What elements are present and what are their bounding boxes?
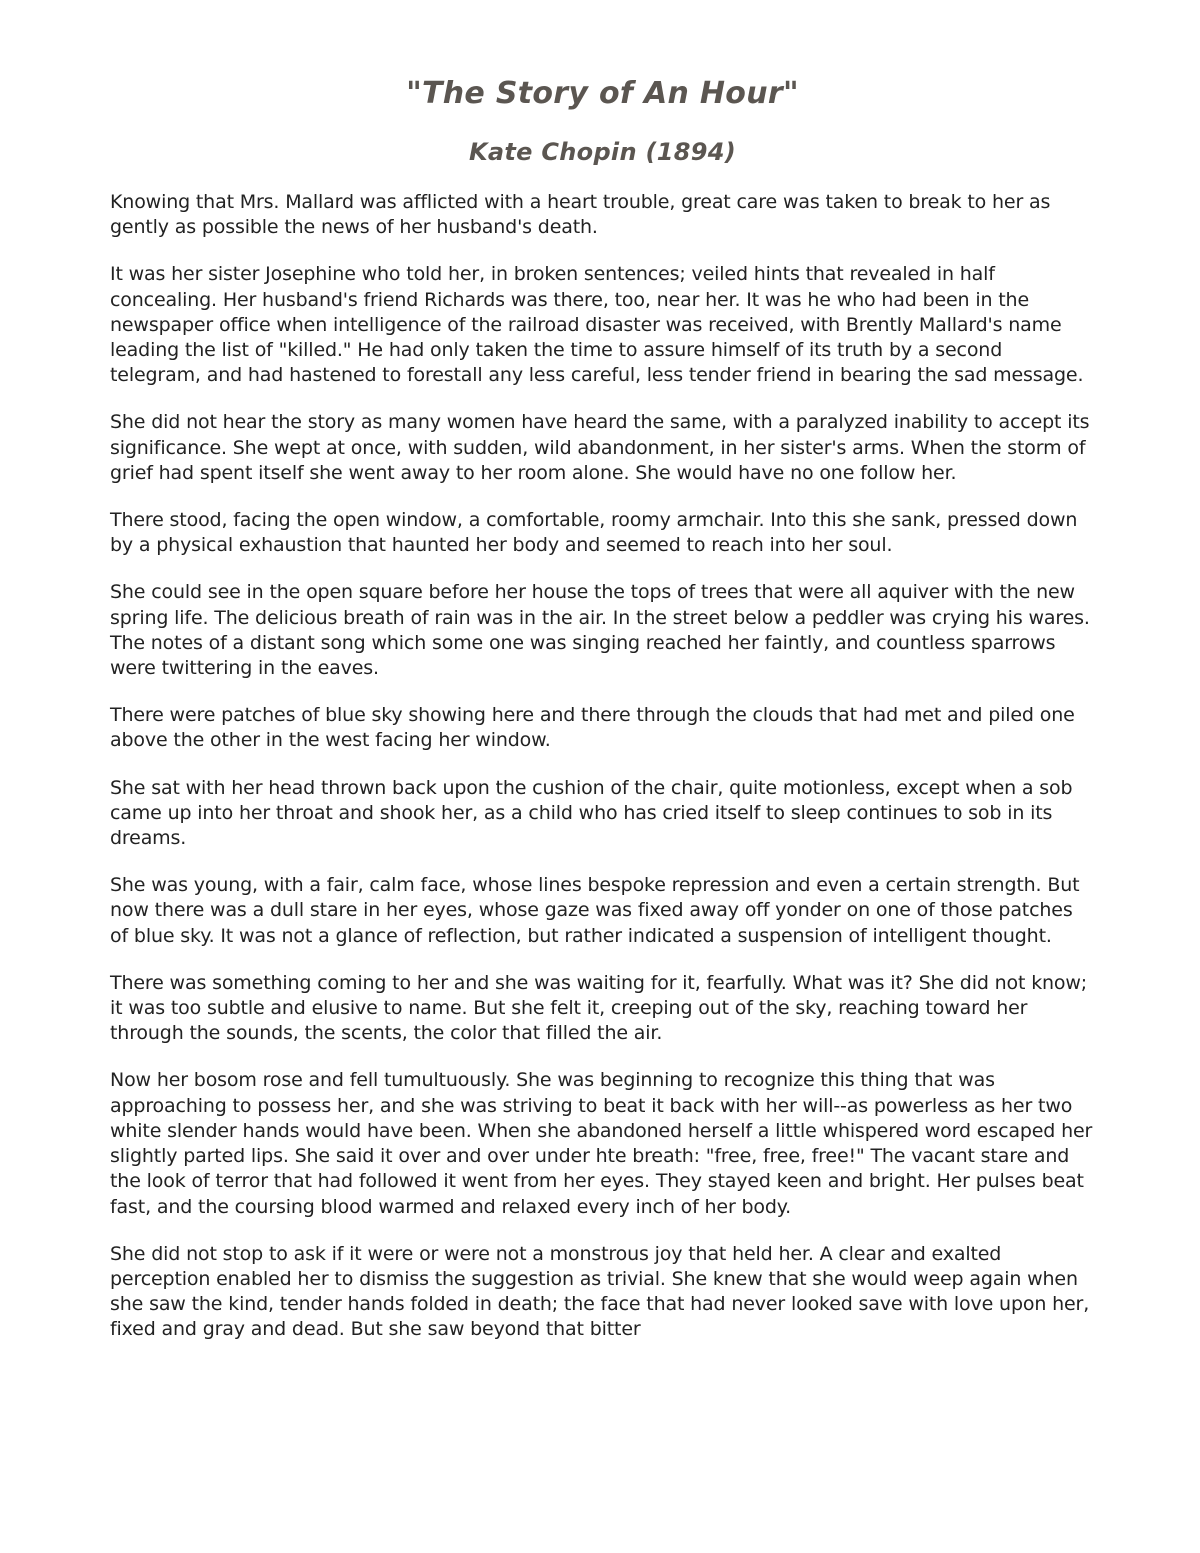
paragraph-3: She did not hear the story as many women have heard the same, with a paralyzed inability to accept its significance. She wept at once, with sudden, wild abandonment, in her sister's arms. When the storm of grief had spent itself she went away to her room alone. She would have no one follow her.	[110, 411, 1090, 484]
paragraph-8: She was young, with a fair, calm face, whose lines bespoke repression and even a certain strength. But now there was a dull stare in her eyes, whose gaze was fixed away off yonder on one of those patches of blue sky. It was not a glance of reflection, but rather indicated a suspension of intelligent thought.	[110, 874, 1080, 947]
paragraph-11: She did not stop to ask if it were or were not a monstrous joy that held her. A clear and exalted perception enabled her to dismiss the suggestion as trivial. She knew that she would weep again when she saw the kind, tender hands folded in death; the face that had never looked save with love upon her, fixed and gray and dead. But she saw beyond that bitter	[110, 1242, 1090, 1341]
paragraph-5: She could see in the open square before her house the tops of trees that were all aquiver with the new spring life. The delicious breath of rain was in the air. In the street below a peddler was crying his wares. The notes of a distant song which some one was singing reached her faintly, and countless sparrows were twittering in the eaves.	[110, 581, 1090, 680]
author-line: Kate Chopin (1894)	[468, 138, 737, 166]
paragraph-1: Knowing that Mrs. Mallard was afflicted with a heart trouble, great care was taken to break to her as gently as possible the news of her husband's death.	[110, 191, 1051, 239]
document-page	[110, 70, 1095, 1365]
paragraph-4: There stood, facing the open window, a comfortable, roomy armchair. Into this she sank, pressed down by a physical exhaustion that haunted her body and seemed to reach into her soul.	[110, 509, 1078, 557]
paragraph-7: She sat with her head thrown back upon the cushion of the chair, quite motionless, except when a sob came up into her throat and shook her, as a child who has cried itself to sleep continues to sob in its dreams.	[110, 776, 1073, 850]
paragraph-2: It was her sister Josephine who told her, in broken sentences; veiled hints that revealed in half concealing. Her husband's friend Richards was there, too, near her. It was he who had been in the newspaper office when intelligence of the railroad disaster was received, with Brently Mallard's name leading the list of "killed." He had only taken the time to assure himself of its truth by a second telegram, and had hastened to forestall any less careful, less tender friend in bearing the sad message.	[110, 263, 1084, 387]
paragraph-9: There was something coming to her and she was waiting for it, fearfully. What was it? She did not know; it was too subtle and elusive to name. But she felt it, creeping out of the sky, reaching toward her through the sounds, the scents, the color that filled the air.	[110, 971, 1088, 1045]
story-title: "The Story of An Hour"	[406, 76, 799, 111]
story-body	[110, 190, 1095, 1343]
paragraph-6: There were patches of blue sky showing here and there through the clouds that had met and piled one above the other in the west facing her window.	[110, 704, 1075, 752]
paragraph-10: Now her bosom rose and fell tumultuously. She was beginning to recognize this thing that was approaching to possess her, and she was striving to beat it back with her will--as powerless as her two white slender hands would have been. When she abandoned herself a little whispered word escaped her slightly parted lips. She said it over and over under hte breath: "free, free, free!" The vacant stare and the look of terror that had followed it went from her eyes. They stayed keen and bright. Her pulses beat fast, and the coursing blood warmed and relaxed every inch of her body.	[110, 1069, 1093, 1218]
